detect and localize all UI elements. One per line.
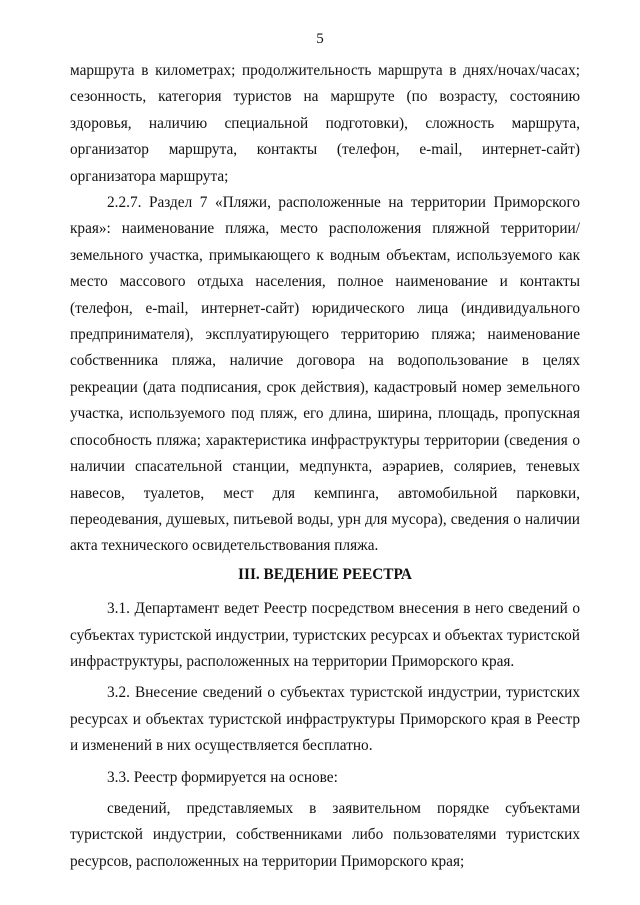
paragraph-2-2-7-beaches: 2.2.7. Раздел 7 «Пляжи, расположенные на территории Приморского края»: наименование пляжа, место расположения пляжной территории/ земельного участка, примыкающего к водным объектам, используемого как место массового отдыха населения, полное наименование и контакты (телефон, e-mail, интернет-сайт) юридического лица (индивидуального предпринимателя), эксплуатирующего территорию пляжа; наименование собственника пляжа, наличие договора на водопользование в целях рекреации (дата подписания, срок действия), кадастровый номер земельного участка, используемого под пляж, его длина, ширина, площадь, пропускная способность пляжа; характеристика инфраструктуры территории (сведения о наличии спасательной станции, медпункта, аэрариев, соляриев, теневых навесов, туалетов, мест для кемпинга, автомобильной парковки, переодевания, душевых, питьевой воды, урн для мусора), сведения о наличии акта технического освидетельствования пляжа. <box>70 194 580 555</box>
paragraph-3-3: 3.3. Реестр формируется на основе: <box>107 768 338 786</box>
page-number: 5 <box>316 31 324 47</box>
paragraph-3-2: 3.2. Внесение сведений о субъектах туристской индустрии, туристских ресурсах и объектах туристской инфраструктуры Приморского края в Реестр и изменений в них осуществляется бесплатно. <box>70 684 580 755</box>
paragraph-3-1: 3.1. Департамент ведет Реестр посредством внесения в него сведений о субъектах туристской индустрии, туристских ресурсах и объектах туристской инфраструктуры, расположенных на территории Приморского края. <box>70 600 580 670</box>
document-body <box>70 58 580 875</box>
paragraph-3-3-item: сведений, представляемых в заявительном порядке субъектами туристской индустрии, собственниками либо пользователями туристских ресурсов, расположенных на территории Приморского края; <box>70 799 580 870</box>
paragraph-route-details: маршрута в километрах; продолжительность маршрута в днях/ночах/часах; сезонность, категория туристов на маршруте (по возрасту, состоянию здоровья, наличию специальной подготовки), сложность маршрута, организатор маршрута, контакты (телефон, e-mail, интернет-сайт) организатора маршрута; <box>70 62 580 185</box>
section-heading-registry: III. ВЕДЕНИЕ РЕЕСТРА <box>238 565 412 583</box>
